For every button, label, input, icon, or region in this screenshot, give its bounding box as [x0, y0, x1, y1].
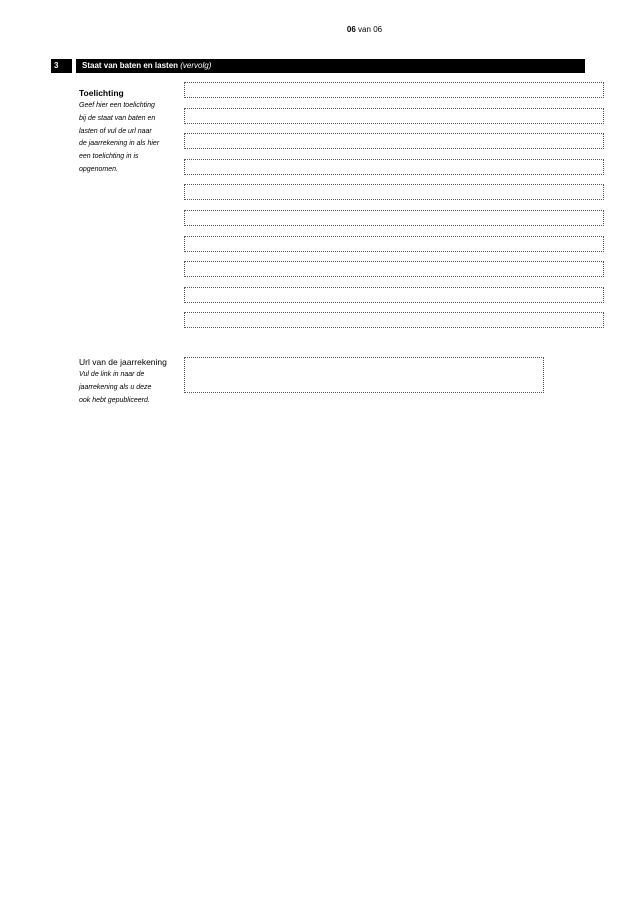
toelichting-help-line: opgenomen.	[79, 165, 118, 173]
toelichting-field-7[interactable]	[184, 236, 604, 252]
toelichting-field-3[interactable]	[184, 133, 604, 149]
toelichting-field-6[interactable]	[184, 210, 604, 226]
toelichting-field-8[interactable]	[184, 261, 604, 277]
page-total: 06	[373, 25, 383, 34]
toelichting-field-4[interactable]	[184, 159, 604, 175]
page-current: 06	[346, 25, 356, 34]
toelichting-help	[79, 100, 179, 177]
toelichting-label: Toelichting	[79, 88, 124, 98]
toelichting-help-line: Geef hier een toelichting	[79, 102, 155, 109]
page-number	[0, 25, 638, 35]
toelichting-help-line: lasten of vul de url naar	[79, 127, 152, 135]
url-help-line: jaarrekening als u deze	[79, 383, 152, 391]
toelichting-help-line: een toelichting in is	[79, 153, 139, 161]
url-help-line: ook hebt gepubliceerd.	[79, 396, 150, 404]
toelichting-field-5[interactable]	[184, 184, 604, 200]
section-title: Staat van baten en lasten	[82, 61, 179, 70]
section-title-bar	[76, 59, 585, 73]
section-header	[51, 59, 585, 73]
page-separator: van	[358, 25, 371, 34]
toelichting-help-line: bij de staat van baten en	[79, 114, 156, 122]
url-label-block	[79, 356, 189, 407]
toelichting-help-line: de jaarrekening in als hier	[79, 140, 160, 148]
section-number: 3	[51, 59, 72, 73]
url-field[interactable]	[184, 357, 544, 393]
section-subtitle: (vervolg)	[180, 61, 212, 70]
url-help-line: Vul de link in naar de	[79, 371, 145, 378]
toelichting-field-10[interactable]	[184, 312, 604, 328]
toelichting-label-block	[79, 87, 179, 177]
url-label: Url van de jaarrekening	[79, 357, 167, 367]
toelichting-field-2[interactable]	[184, 108, 604, 124]
toelichting-field-1[interactable]	[184, 82, 604, 98]
url-help	[79, 369, 189, 407]
toelichting-field-9[interactable]	[184, 287, 604, 303]
